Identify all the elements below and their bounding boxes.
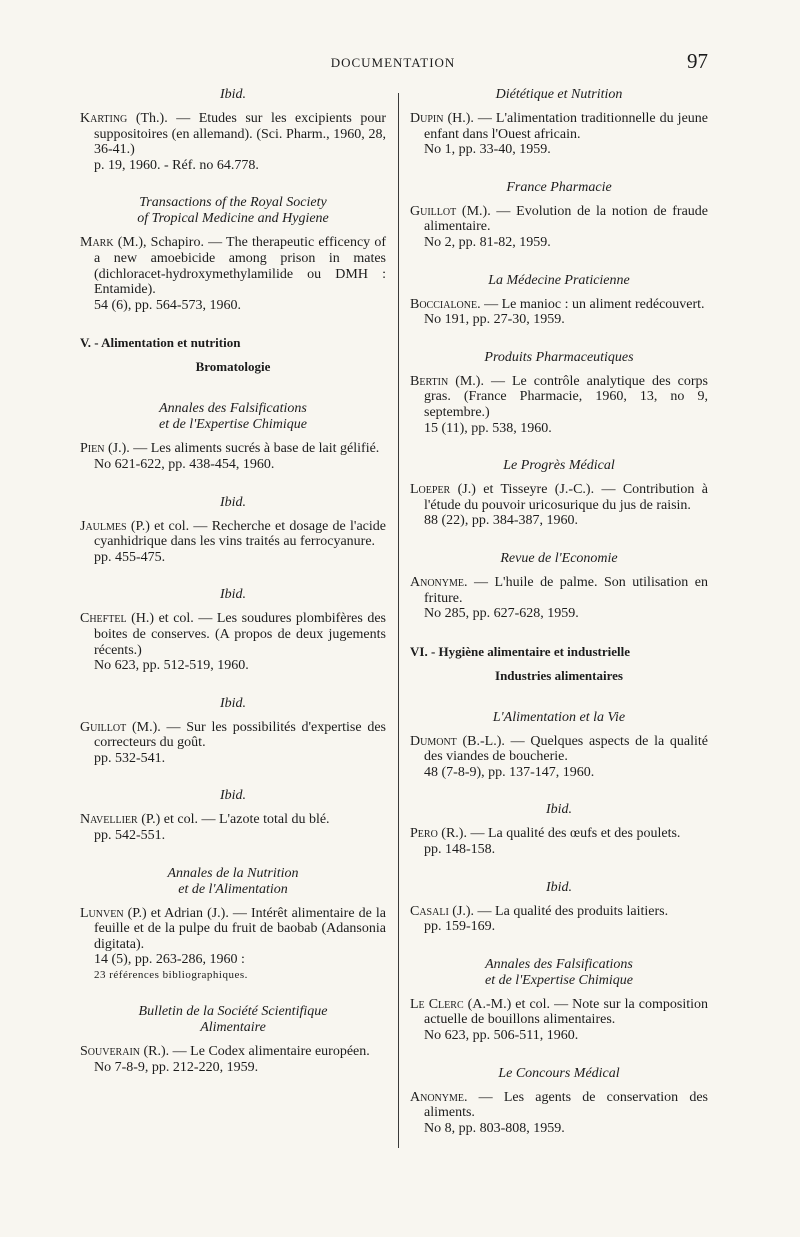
entry-text (80, 111, 386, 158)
section-subheading: Industries alimentaires (495, 667, 623, 683)
entry-text (410, 904, 708, 920)
entry-reference: No 623, pp. 506-511, 1960. (424, 1028, 579, 1044)
entry-text (80, 441, 386, 457)
entry-reference: No 1, pp. 33-40, 1959. (424, 142, 551, 158)
bibliography-entry (80, 906, 386, 982)
entry-reference: pp. 455-475. (94, 549, 166, 565)
entry-author: Pien (80, 441, 105, 457)
journal-title: Transactions of the Royal Society of Tropical Medicine and Hygiene (137, 195, 329, 227)
journal-title: Bulletin de la Société Scientifique Alimentaire (138, 1004, 328, 1036)
entry-reference: No 285, pp. 627-628, 1959. (424, 606, 579, 622)
bibliography-entry (410, 297, 708, 328)
entry-text (410, 111, 708, 142)
bibliography-entry (410, 482, 708, 529)
entry-text (410, 734, 708, 765)
bibliography-entry (410, 111, 708, 158)
journal-title: Ibid. (545, 879, 573, 895)
journal-title: Diététique et Nutrition (495, 87, 623, 102)
entry-title: (H.). — L'alimentation traditionnelle du jeune enfant dans l'Ouest africain. (424, 111, 708, 142)
left-column (80, 87, 386, 1097)
journal-title: Annales des Falsifications et de l'Expertise Chimique (158, 401, 307, 433)
entry-author: Guillot (80, 719, 127, 735)
entry-reference: 15 (11), pp. 538, 1960. (424, 420, 552, 436)
entry-text (80, 812, 386, 828)
entry-reference: pp. 148-158. (424, 842, 496, 858)
entry-author: Loeper (410, 482, 451, 498)
bibliography-entry (80, 812, 386, 843)
entry-text (410, 204, 708, 235)
entry-text (410, 482, 708, 513)
entry-author: Anonyme (410, 574, 464, 590)
entry-reference: No 7-8-9, pp. 212-220, 1959. (94, 1059, 259, 1075)
entry-text (410, 575, 708, 606)
bibliography-entry (410, 997, 708, 1044)
right-column (410, 87, 708, 1158)
entry-author: Dupin (410, 111, 444, 126)
entry-reference: No 191, pp. 27-30, 1959. (424, 312, 565, 328)
entry-reference: pp. 542-551. (94, 828, 166, 844)
bibliography-entry (80, 611, 386, 673)
entry-title: (J.) et Tisseyre (J.-C.). — Contribution à l'étude du pouvoir uricosurique du jus de raisin. (424, 482, 708, 513)
bibliography-entry (410, 374, 708, 436)
entry-title: (H.) et col. — Les soudures plombifères des boites de conserves. (A propos de deux jugements récents.) (94, 611, 386, 658)
bibliography-entry (410, 904, 708, 935)
entry-title: . — Le manioc : un aliment redécouvert. (477, 296, 705, 312)
entry-author: Casali (410, 903, 449, 919)
bibliography-entry (410, 204, 708, 251)
column-divider (398, 93, 399, 1148)
entry-reference: 54 (6), pp. 564-573, 1960. (94, 297, 241, 313)
entry-author: Guillot (410, 203, 457, 219)
bibliography-entry (410, 826, 708, 857)
journal-title: Ibid. (219, 587, 247, 603)
entry-author: Navellier (80, 812, 138, 828)
entry-author: Dumont (410, 733, 457, 749)
entry-reference: No 8, pp. 803-808, 1959. (424, 1120, 565, 1136)
journal-title: Annales des Falsifications et de l'Expertise Chimique (484, 956, 633, 988)
entry-author: Bertin (410, 373, 449, 389)
entry-title: (J.). — La qualité des produits laitiers. (448, 903, 669, 919)
journal-title: Revue de l'Economie (500, 550, 618, 566)
entry-reference: pp. 532-541. (94, 750, 166, 766)
running-title: DOCUMENTATION (330, 55, 456, 70)
entry-reference: No 621-622, pp. 438-454, 1960. (94, 456, 275, 472)
journal-title: La Médecine Praticienne (488, 272, 630, 288)
entry-reference: 14 (5), pp. 263-286, 1960 : (94, 952, 245, 968)
entry-author: Karting (80, 111, 128, 126)
entry-title: (Th.). — Etudes sur les excipients pour suppositoires (en allemand). (Sci. Pharm., 1960, 28, 36-41.) (94, 111, 386, 158)
entry-author: Jaulmes (80, 518, 127, 534)
entry-text (80, 720, 386, 751)
entry-title: (P.) et Adrian (J.). — Intérêt alimentaire de la feuille et de la pulpe du fruit de baobab (Adansonia digitata). (94, 905, 386, 952)
section-heading: VI. - Hygiène alimentaire et industrielle (410, 643, 631, 659)
bibliography-entry (80, 441, 386, 472)
entry-title: (R.). — Le Codex alimentaire européen. (140, 1044, 370, 1060)
entry-text (410, 374, 708, 421)
entry-title: (P.) et col. — L'azote total du blé. (137, 812, 330, 828)
entry-text (410, 1090, 708, 1121)
entry-author: Boccialone (410, 296, 478, 312)
journal-title: Ibid. (219, 695, 247, 711)
entry-text (80, 235, 386, 297)
entry-author: Pero (410, 826, 438, 842)
entry-text (410, 297, 708, 313)
entry-title: (M.), Schapiro. — The therapeutic efficency of a new amoebicide among prison in mates (dichloracet-hydroxymethylamilide ou DMH : Entamide). (94, 235, 386, 298)
entry-title: . — L'huile de palme. Son utilisation en friture. (424, 574, 708, 606)
entry-title: (M.). — Sur les possibilités d'expertise des correcteurs du goût. (94, 719, 386, 751)
entry-author: Le Clerc (410, 996, 464, 1012)
entry-text (80, 611, 386, 658)
section-subheading: Bromatologie (195, 359, 271, 375)
entry-reference: 48 (7-8-9), pp. 137-147, 1960. (424, 764, 595, 780)
page-number: 97 (687, 49, 708, 73)
entry-text (410, 997, 708, 1028)
journal-title: Ibid. (219, 788, 247, 804)
journal-title: Annales de la Nutrition et de l'Alimentation (167, 865, 299, 897)
journal-title: Le Concours Médical (498, 1065, 620, 1081)
entry-author: Mark (80, 235, 114, 251)
bibliography-entry (80, 111, 386, 173)
journal-title: Le Progrès Médical (503, 458, 615, 474)
journal-title: Ibid. (545, 802, 573, 818)
entry-reference: pp. 159-169. (424, 919, 496, 935)
entry-title: . — Les agents de conservation des aliments. (424, 1089, 708, 1121)
running-head (0, 49, 800, 75)
entry-title: (B.-L.). — Quelques aspects de la qualité des viandes de boucherie. (424, 733, 708, 765)
entry-title: (R.). — La qualité des œufs et des poulets. (437, 826, 681, 842)
entry-title: (M.). — Le contrôle analytique des corps gras. (France Pharmacie, 1960, 13, no 9, septembre.) (424, 373, 708, 420)
entry-author: Anonyme (410, 1089, 464, 1105)
entry-reference: No 623, pp. 512-519, 1960. (94, 658, 249, 674)
entry-title: (M.). — Evolution de la notion de fraude alimentaire. (424, 203, 708, 235)
bibliography-entry (410, 734, 708, 781)
bibliography-entry (80, 519, 386, 566)
entry-reference: 88 (22), pp. 384-387, 1960. (424, 513, 578, 529)
bibliography-entry (410, 575, 708, 622)
journal-title: Ibid. (219, 87, 247, 102)
bibliography-entry (80, 235, 386, 313)
entry-title: (J.). — Les aliments sucrés à base de lait gélifié. (104, 441, 380, 457)
entry-note: 23 références bibliographiques. (94, 969, 248, 982)
bibliography-entry (80, 720, 386, 767)
entry-author: Lunven (80, 905, 124, 921)
entry-text (80, 519, 386, 550)
entry-text (410, 826, 708, 842)
entry-title: (P.) et col. — Recherche et dosage de l'acide cyanhidrique dans les vins traités au ferrocyanure. (94, 518, 386, 550)
entry-author: Cheftel (80, 611, 127, 627)
journal-title: Produits Pharmaceutiques (484, 349, 634, 365)
entry-reference: p. 19, 1960. - Réf. no 64.778. (94, 157, 259, 173)
journal-title: France Pharmacie (506, 179, 612, 195)
journal-title: Ibid. (219, 494, 247, 510)
bibliography-entry (80, 1044, 386, 1075)
journal-title: L'Alimentation et la Vie (492, 709, 626, 725)
bibliography-entry (410, 1090, 708, 1137)
section-heading: V. - Alimentation et nutrition (80, 335, 241, 351)
entry-title: (A.-M.) et col. — Note sur la composition actuelle de bouillons alimentaires. (424, 996, 708, 1028)
entry-text (80, 1044, 386, 1060)
entry-author: Souverain (80, 1044, 141, 1060)
entry-text (80, 906, 386, 953)
entry-reference: No 2, pp. 81-82, 1959. (424, 234, 551, 250)
